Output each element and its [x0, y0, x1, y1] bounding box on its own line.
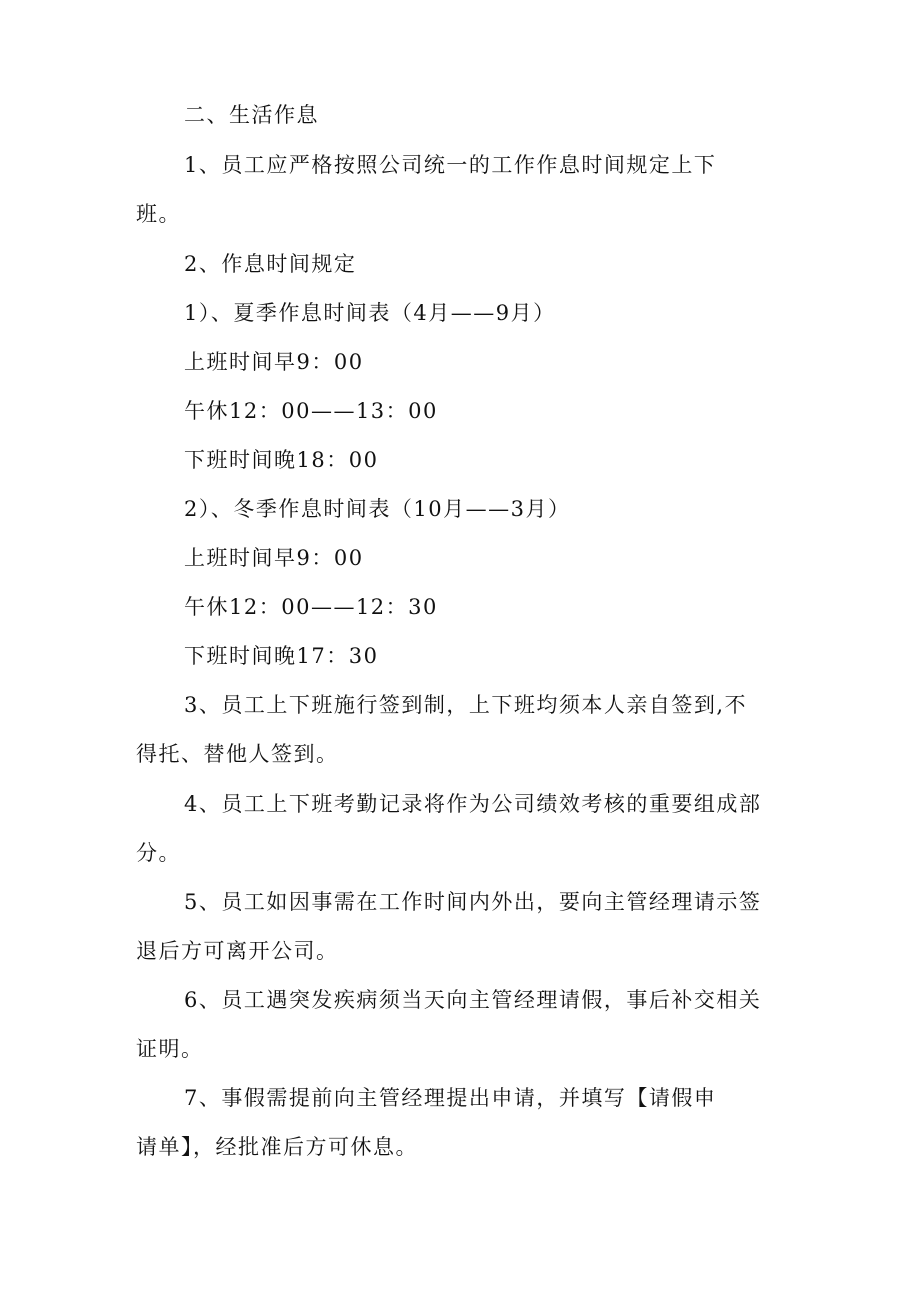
paragraph-5	[136, 878, 786, 976]
paragraph-line: 午休12：00——13：00	[184, 399, 438, 423]
paragraph-line: 下班时间晚18：00	[184, 448, 379, 472]
paragraph-line: 3、员工上下班施行签到制，上下班均须本人亲自签到,不	[184, 693, 748, 717]
paragraph-1	[136, 141, 786, 239]
paragraph-line: 2）、冬季作息时间表（10月——3月）	[184, 497, 571, 521]
paragraph-line: 下班时间晚17：30	[184, 644, 379, 668]
winter-lunch-break	[136, 583, 786, 632]
paragraph-line: 上班时间早9：00	[184, 546, 364, 570]
paragraph-line: 得托、替他人签到。	[136, 742, 339, 766]
summer-start-time	[136, 338, 786, 387]
paragraph-line: 班。	[136, 202, 181, 226]
section-title	[136, 91, 786, 140]
paragraph-line: 6、员工遇突发疾病须当天向主管经理请假，事后补交相关	[184, 988, 762, 1012]
summer-lunch-break	[136, 387, 786, 436]
paragraph-line: 上班时间早9：00	[184, 350, 364, 374]
paragraph-line: 2、作息时间规定	[184, 252, 357, 276]
winter-start-time	[136, 534, 786, 583]
summer-schedule-heading	[136, 289, 786, 338]
paragraph-4	[136, 780, 786, 878]
winter-schedule-heading	[136, 485, 786, 534]
paragraph-line: 午休12：00——12：30	[184, 595, 438, 619]
paragraph-line: 4、员工上下班考勤记录将作为公司绩效考核的重要组成部	[184, 792, 762, 816]
paragraph-2	[136, 240, 786, 289]
paragraph-line: 请单】，经批准后方可休息。	[136, 1135, 418, 1159]
paragraph-6	[136, 976, 786, 1074]
paragraph-line: 5、员工如因事需在工作时间内外出，要向主管经理请示签	[184, 890, 762, 914]
summer-end-time	[136, 436, 786, 485]
paragraph-3	[136, 681, 786, 779]
paragraph-line: 7、事假需提前向主管经理提出申请，并填写【请假申	[184, 1086, 717, 1110]
paragraph-line: 证明。	[136, 1037, 204, 1061]
paragraph-line: 分。	[136, 841, 181, 865]
paragraph-7	[136, 1074, 786, 1172]
paragraph-line: 1、员工应严格按照公司统一的工作作息时间规定上下	[184, 153, 717, 177]
winter-end-time	[136, 632, 786, 681]
paragraph-line: 1）、夏季作息时间表（4月——9月）	[184, 301, 556, 325]
section-title-text: 二、生活作息	[184, 103, 319, 127]
paragraph-line: 退后方可离开公司。	[136, 939, 339, 963]
